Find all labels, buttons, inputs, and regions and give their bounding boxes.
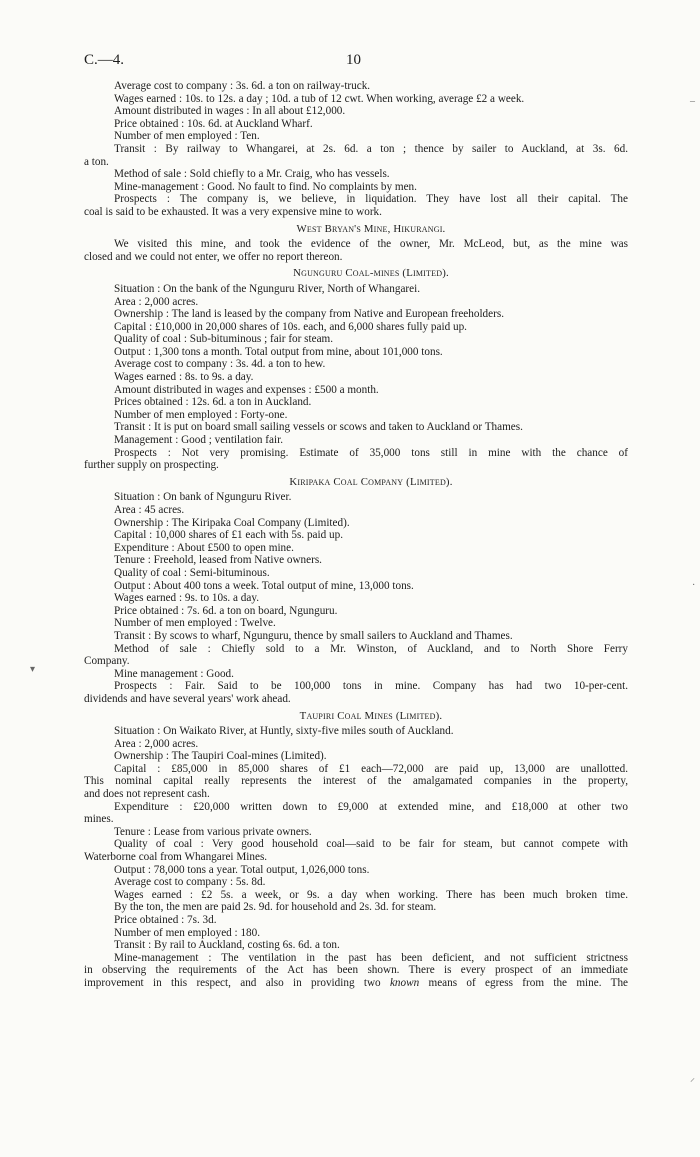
- paragraph-continuation: improvement in this respect, and also in providing two known means of egress from the mine. The: [84, 976, 628, 989]
- paragraph-line: Management : Good ; ventilation fair.: [114, 434, 284, 447]
- paragraph-line: Capital : £85,000 in 85,000 shares of £1 each—72,000 are paid up, 13,000 are unallotted.: [114, 762, 628, 775]
- paragraph-line: Transit : By scows to wharf, Ngunguru, thence by small sailers to Auckland and Thames.: [114, 629, 513, 642]
- paragraph-line: Prices obtained : 12s. 6d. a ton in Auckland.: [114, 396, 312, 409]
- paragraph-line: Mine-management : Good. No fault to find. No complaints by men.: [114, 180, 417, 193]
- paragraph-line: Transit : By rail to Auckland, costing 6s. 6d. a ton.: [114, 939, 340, 952]
- paragraph-line: Mine management : Good.: [114, 667, 234, 680]
- paragraph-line: Prospects : Not very promising. Estimate of 35,000 tons still in mine with the chance of: [114, 446, 628, 459]
- paragraph-line: Wages earned : 9s. to 10s. a day.: [114, 592, 260, 605]
- paragraph-line: Output : 1,300 tons a month. Total output from mine, about 101,000 tons.: [114, 345, 443, 358]
- paragraph-line: Ownership : The Taupiri Coal-mines (Limited).: [114, 750, 327, 763]
- paragraph-line: Tenure : Freehold, leased from Native owners.: [114, 554, 322, 567]
- paragraph-line: Method of sale : Chiefly sold to a Mr. Winston, of Auckland, and to North Shore Ferry: [114, 642, 628, 655]
- paragraph-continuation: This nominal capital really represents the interest of the amalgamated companies in the property,: [84, 775, 628, 788]
- page-number: 10: [346, 52, 361, 68]
- paragraph-line: Output : 78,000 tons a year. Total output, 1,026,000 tons.: [114, 863, 370, 876]
- paragraph-line: Mine-management : The ventilation in the past has been deficient, and not sufficient strictness: [114, 951, 628, 964]
- paragraph-continuation: in observing the requirements of the Act has been shown. There is every prospect of an immediate: [84, 964, 628, 977]
- document-reference: C.—4.: [84, 52, 125, 68]
- document-body: [84, 80, 628, 990]
- paragraph-line: Tenure : Lease from various private owners.: [114, 825, 312, 838]
- paragraph-continuation: Company.: [84, 655, 130, 668]
- paragraph-line: Transit : It is put on board small sailing vessels or scows and taken to Auckland or Thames.: [114, 421, 523, 434]
- section-heading: West Bryan's Mine, Hikurangi.: [296, 222, 446, 235]
- margin-mark: ⸝: [690, 1073, 695, 1084]
- margin-mark: –: [690, 96, 695, 107]
- paragraph-line: Situation : On Waikato River, at Huntly, sixty-five miles south of Auckland.: [114, 725, 454, 738]
- paragraph-continuation: further supply on prospecting.: [84, 459, 219, 472]
- paragraph-line: Wages earned : 8s. to 9s. a day.: [114, 371, 254, 384]
- paragraph-line: Ownership : The land is leased by the company from Native and European freeholders.: [114, 308, 504, 321]
- paragraph-line: Method of sale : Sold chiefly to a Mr. Craig, who has vessels.: [114, 168, 390, 181]
- paragraph-line: Quality of coal : Semi-bituminous.: [114, 566, 270, 579]
- paragraph-continuation: Waterborne coal from Whangarei Mines.: [84, 851, 268, 864]
- paragraph-line: Number of men employed : Ten.: [114, 130, 260, 143]
- paragraph-continuation: dividends and have several years' work ahead.: [84, 692, 291, 705]
- paragraph-line: Area : 2,000 acres.: [114, 737, 199, 750]
- paragraph-line: Number of men employed : Forty-one.: [114, 408, 288, 421]
- paragraph-line: Number of men employed : 180.: [114, 926, 261, 939]
- paragraph-continuation: and does not represent cash.: [84, 788, 210, 801]
- margin-mark: ·: [692, 580, 696, 591]
- paragraph-line: Expenditure : £20,000 written down to £9,000 at extended mine, and £18,000 at other two: [114, 800, 628, 813]
- paragraph-line: Area : 2,000 acres.: [114, 295, 199, 308]
- paragraph-line: Number of men employed : Twelve.: [114, 617, 276, 630]
- paragraph-line: Situation : On bank of Ngunguru River.: [114, 491, 292, 504]
- paragraph-line: We visited this mine, and took the evidence of the owner, Mr. McLeod, but, as the mine was: [114, 238, 628, 251]
- paragraph-continuation: closed and we could not enter, we offer no report thereon.: [84, 250, 343, 263]
- margin-mark: ▾: [30, 664, 36, 675]
- section-heading: Ngunguru Coal-mines (Limited).: [293, 267, 449, 280]
- paragraph-continuation: a ton.: [84, 155, 109, 168]
- paragraph-line: Situation : On the bank of the Ngunguru River, North of Whangarei.: [114, 282, 421, 295]
- paragraph-line: By the ton, the men are paid 2s. 9d. for household and 2s. 3d. for steam.: [114, 901, 437, 914]
- paragraph-line: Wages earned : 10s. to 12s. a day ; 10d. a tub of 12 cwt. When working, average £2 a week.: [114, 92, 525, 105]
- paragraph-line: Prospects : Fair. Said to be 100,000 tons in mine. Company has had two 10-per-cent.: [114, 680, 628, 693]
- paragraph-line: Quality of coal : Sub-bituminous ; fair for steam.: [114, 333, 334, 346]
- paragraph-line: Average cost to company : 3s. 4d. a ton to hew.: [114, 358, 326, 371]
- paragraph-continuation: coal is said to be exhausted. It was a very expensive mine to work.: [84, 205, 382, 218]
- paragraph-continuation: mines.: [84, 813, 114, 826]
- paragraph-line: Ownership : The Kiripaka Coal Company (Limited).: [114, 516, 350, 529]
- section-heading: Taupiri Coal Mines (Limited).: [299, 709, 443, 722]
- paragraph-line: Transit : By railway to Whangarei, at 2s. 6d. a ton ; thence by sailer to Auckland, at 3s. 6d.: [114, 142, 628, 155]
- paragraph-line: Amount distributed in wages and expenses : £500 a month.: [114, 383, 379, 396]
- section-heading: Kiripaka Coal Company (Limited).: [289, 475, 453, 488]
- paragraph-line: Quality of coal : Very good household coal—said to be fair for steam, but cannot compete with: [114, 838, 628, 851]
- paragraph-line: Wages earned : £2 5s. a week, or 9s. a day when working. There has been much broken time.: [114, 888, 628, 901]
- paragraph-line: Capital : £10,000 in 20,000 shares of 10s. each, and 6,000 shares fully paid up.: [114, 320, 467, 333]
- page-header: [84, 52, 630, 72]
- paragraph-line: Average cost to company : 3s. 6d. a ton on railway-truck.: [114, 80, 371, 92]
- paragraph-line: Price obtained : 7s. 6d. a ton on board, Ngunguru.: [114, 604, 338, 617]
- paragraph-line: Area : 45 acres.: [114, 504, 185, 516]
- paragraph-line: Amount distributed in wages : In all about £12,000.: [114, 105, 346, 118]
- paragraph-line: Expenditure : About £500 to open mine.: [114, 541, 294, 554]
- paragraph-line: Average cost to company : 5s. 8d.: [114, 876, 266, 889]
- paragraph-line: Prospects : The company is, we believe, in liquidation. They have lost all their capital. The: [114, 193, 628, 206]
- paragraph-line: Capital : 10,000 shares of £1 each with 5s. paid up.: [114, 529, 343, 542]
- paragraph-line: Price obtained : 10s. 6d. at Auckland Wharf.: [114, 117, 313, 130]
- paragraph-line: Output : About 400 tons a week. Total output of mine, 13,000 tons.: [114, 579, 414, 592]
- paragraph-line: Price obtained : 7s. 3d.: [114, 914, 217, 926]
